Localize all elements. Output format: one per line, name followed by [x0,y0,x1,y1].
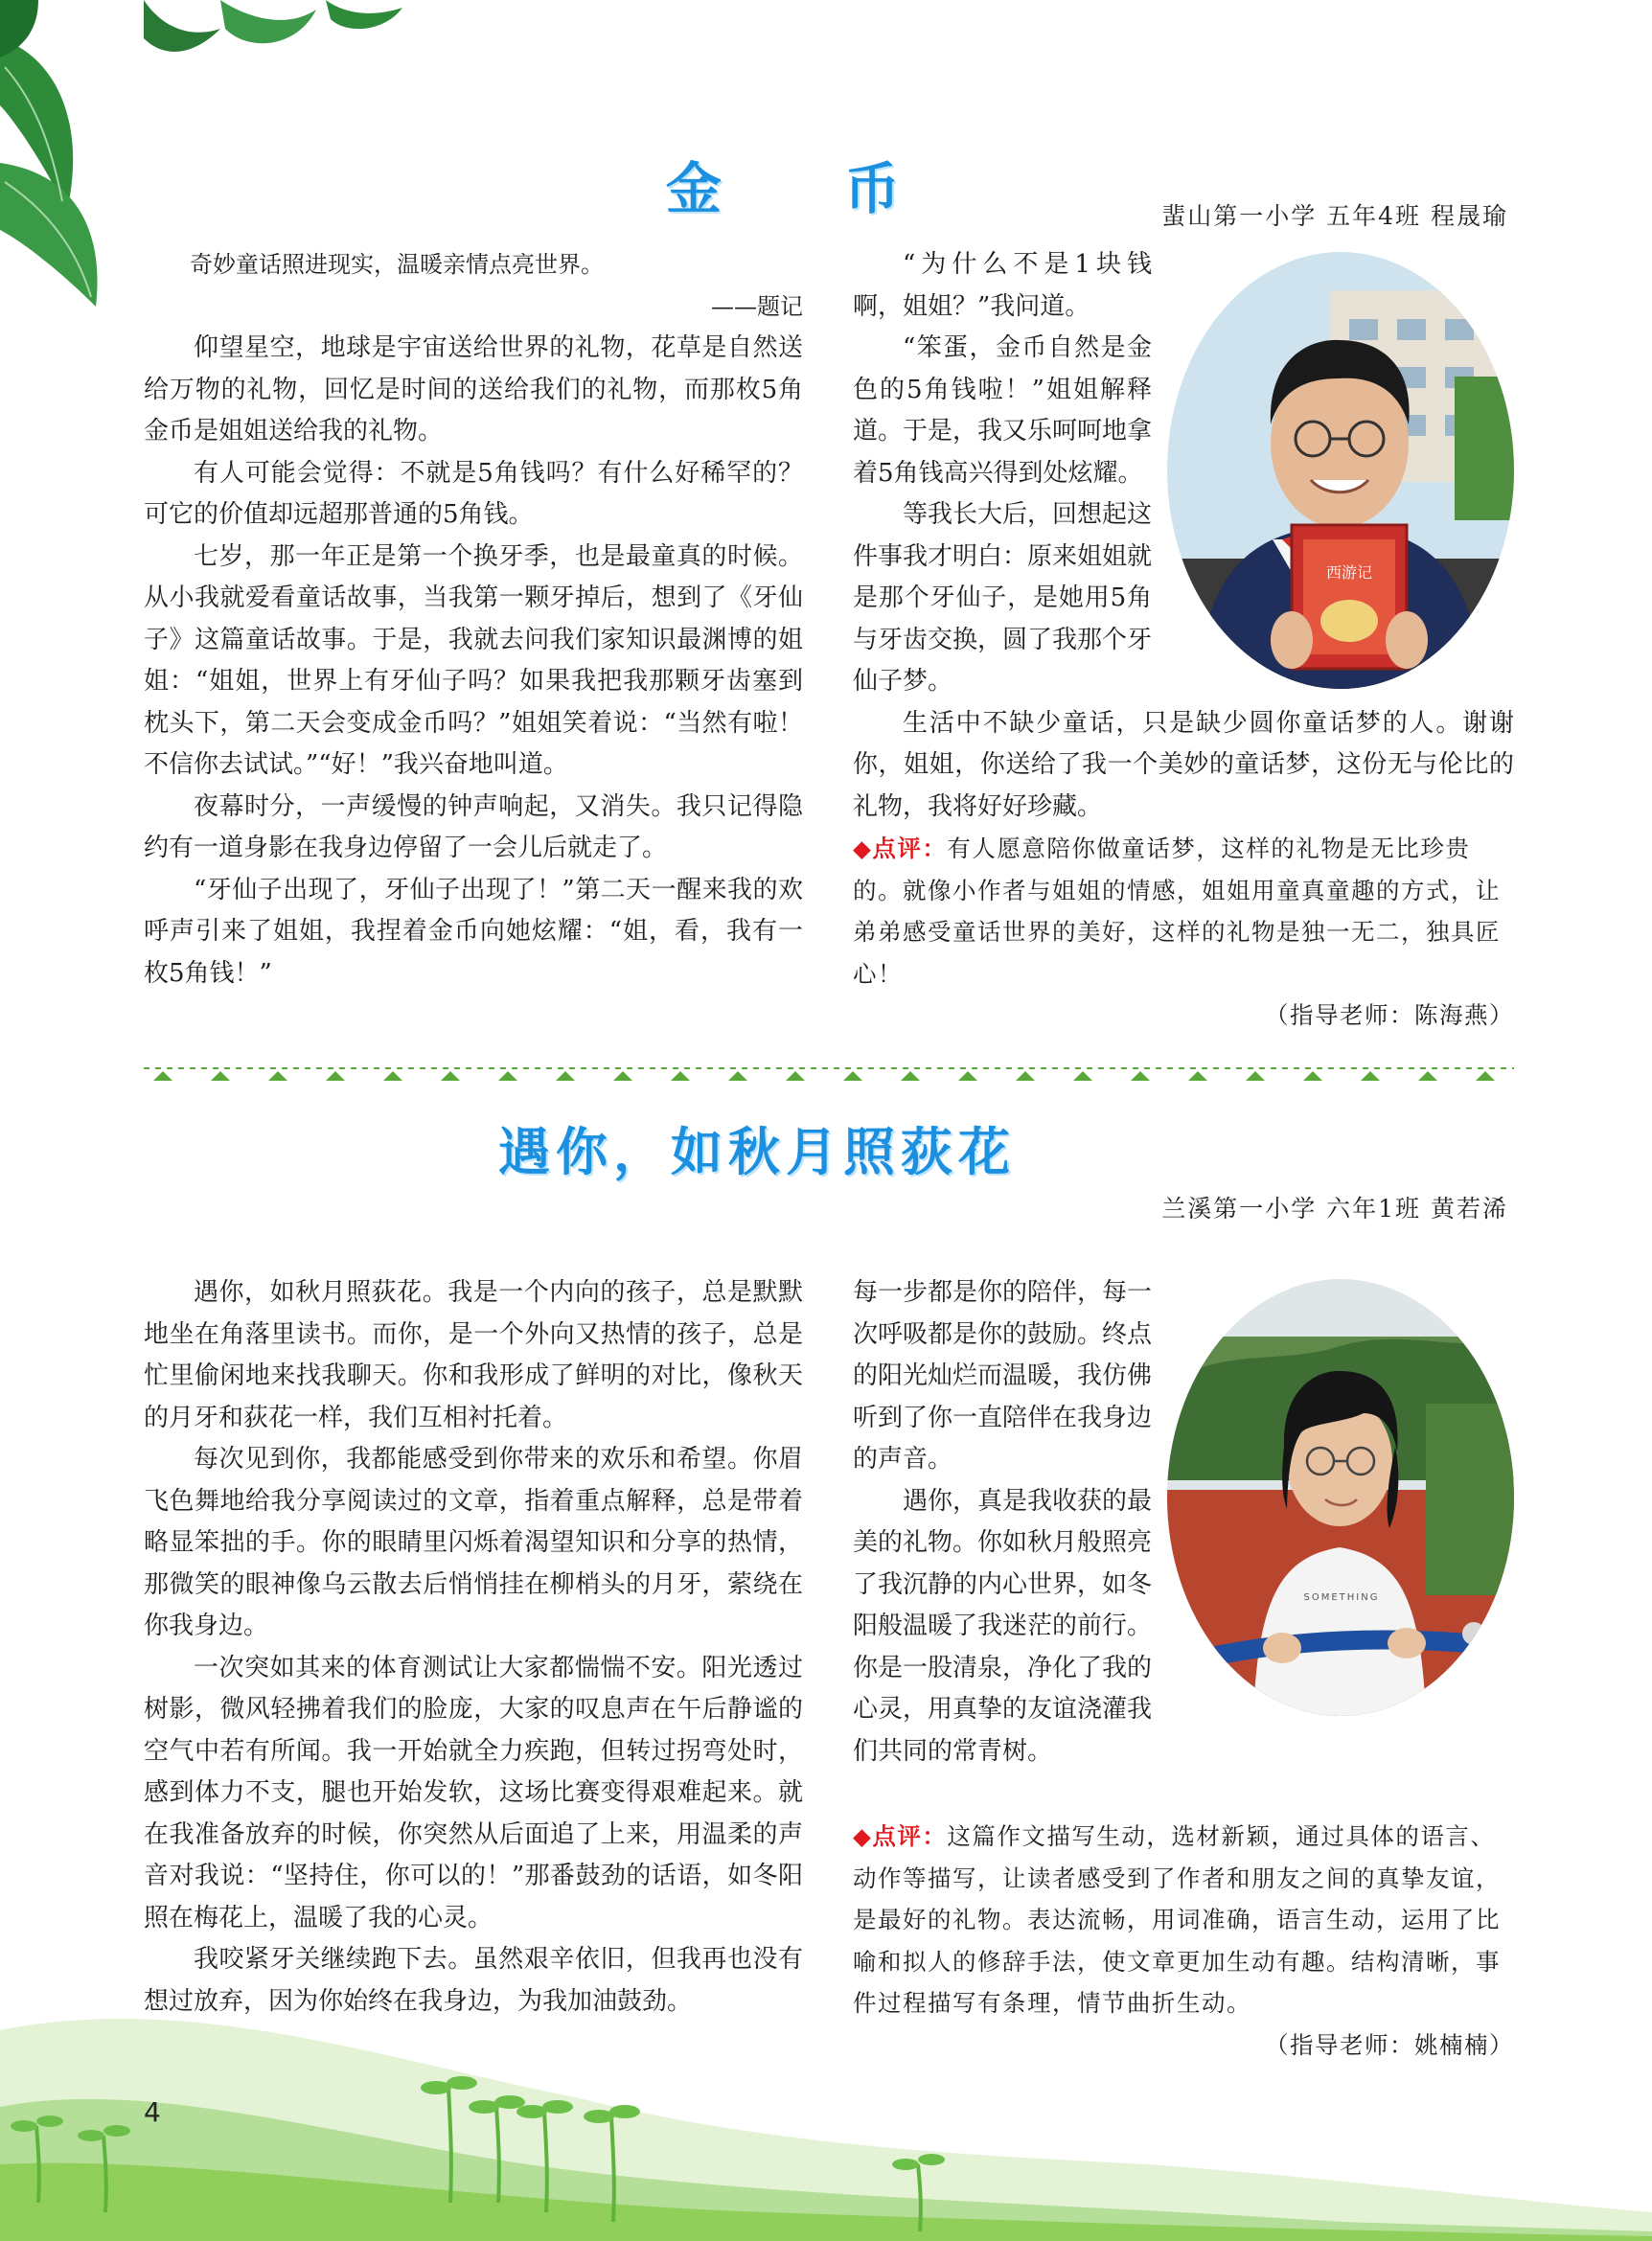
epigraph-sign: ——题记 [711,292,803,320]
article1-left-column [144,244,803,995]
book-title: 西游记 [1325,563,1373,582]
epigraph: 奇妙童话照进现实，温暖亲情点亮世界。 [190,251,604,278]
paragraph: “牙仙子出现了，牙仙子出现了！”第二天一醒来我的欢呼声引来了姐姐，我捏着金币向她炫耀：“姐，看，我有一枚5角钱！” [144,875,803,988]
paragraph: 夜幕时分，一声缓慢的钟声响起，又消失。我只记得隐约有一道身影在我身边停留了一会儿后就走了。 [144,791,803,862]
paragraph: “为什么不是1块钱啊，姐姐？”我问道。 [853,250,1152,321]
boy-with-book-photo [1167,252,1514,689]
paragraph: 有人可能会觉得：不就是5角钱吗？有什么好稀罕的？可它的价值却远超那普通的5角钱。 [144,458,803,529]
paragraph: 遇你，如秋月照荻花。我是一个内向的孩子，总是默默地坐在角落里读书。而你，是一个外向又热情的孩子，总是忙里偷闲地来找我聊天。你和我形成了鲜明的对比，像秋天的月牙和荻花一样，我们互相衬托着。 [144,1278,803,1432]
comment-text: 有人愿意陪你做童话梦，这样的礼物是无比珍贵的。就像小作者与姐姐的情感，姐姐用童真童趣的方式，让弟弟感受童话世界的美好，这样的礼物是独一无二，独具匠心！ [853,835,1501,988]
teacher-credit: （指导老师：姚楠楠） [1265,2030,1514,2059]
paragraph: 七岁，那一年正是第一个换牙季，也是最童真的时候。从小我就爱看童话故事，当我第一颗牙掉后，想到了《牙仙子》这篇童话故事。于是，我就去问我们家知识最渊博的姐姐：“姐姐，世界上有牙仙子吗？如果我把我那颗牙齿塞到枕头下，第二天会变成金币吗？”姐姐笑着说：“当然有啦！不信你去试试。”“好！”我兴奋地叫道。 [144,541,803,779]
girl-at-track-photo [1167,1279,1514,1716]
shirt-text: SOMETHING [1303,1592,1380,1603]
article1-author: 蜚山第一小学 五年4班 程晟瑜 [1161,202,1508,230]
paragraph: 每次见到你，我都能感受到你带来的欢乐和希望。你眉飞色舞地给我分享阅读过的文章，指着重点解释，总是带着略显笨拙的手。你的眼睛里闪烁着渴望知识和分享的热情，那微笑的眼神像乌云散去后悄悄挂在柳梢头的月牙，萦绕在你我身边。 [144,1445,803,1640]
comment-label: ◆点评： [853,1822,948,1850]
page-number: 4 [144,2096,161,2128]
paragraph: 仰望星空，地球是宇宙送给世界的礼物，花草是自然送给万物的礼物，回忆是时间的送给我们的礼物，而那枚5角金币是姐姐送给我的礼物。 [144,333,803,446]
article2-left-column [144,1272,803,2023]
article1-title: 金 币 [665,156,952,221]
comment-label: ◆点评： [853,835,948,862]
paragraph: 等我长大后，回想起这件事我才明白：原来姐姐就是那个牙仙子，是她用5角与牙齿交换，圆了我那个牙仙子梦。 [853,500,1153,696]
paragraph: 一次突如其来的体育测试让大家都惴惴不安。阳光透过树影，微风轻拂着我们的脸庞，大家的叹息声在午后静谧的空气中若有所闻。我一开始就全力疾跑，但转过拐弯处时，感到体力不支，腿也开始发软，这场比赛变得艰难起来。就在我准备放弃的时候，你突然从后面追了上来，用温柔的声音对我说：“坚持住，你可以的！”那番鼓劲的话语，如冬阳照在梅花上，温暖了我的心灵。 [144,1653,803,1932]
paragraph: 生活中不缺少童话，只是缺少圆你童话梦的人。谢谢你，姐姐，你送给了我一个美妙的童话梦，这份无与伦比的礼物，我将好好珍藏。 [853,708,1514,821]
paragraph: 我咬紧牙关继续跑下去。虽然艰辛依旧，但我再也没有想过放弃，因为你始终在我身边，为我加油鼓劲。 [144,1945,803,2016]
paragraph: “笨蛋，金币自然是金色的5角钱啦！”姐姐解释道。于是，我又乐呵呵地拿着5角钱高兴得到处炫耀。 [853,333,1153,488]
paragraph: 每一步都是你的陪伴，每一次呼吸都是你的鼓励。终点的阳光灿烂而温暖，我仿佛听到了你一直陪伴在我身边的声音。 [853,1278,1153,1474]
comment-text: 这篇作文描写生动，选材新颖，通过具体的语言、动作等描写，让读者感受到了作者和朋友之间的真挚友谊，是最好的礼物。表达流畅，用词准确，语言生动，运用了比喻和拟人的修辞手法，使文章更加生动有趣。结构清晰，事件过程描写有条理，情节曲折生动。 [853,1822,1501,2017]
grass-decoration [0,1915,1652,2241]
article2-author: 兰溪第一小学 六年1班 黄若浠 [1161,1195,1508,1223]
teacher-credit: （指导老师：陈海燕） [1265,1001,1514,1029]
section-divider [144,1063,1514,1085]
article2-title: 遇你，如秋月照荻花 [498,1122,1016,1182]
article1-comment [853,828,1514,1037]
paragraph: 遇你，真是我收获的最美的礼物。你如秋月般照亮了我沉静的内心世界，如冬阳般温暖了我迷茫的前行。你是一股清泉，净化了我的心灵，用真挚的友谊浇灌我们共同的常青树。 [853,1486,1153,1766]
